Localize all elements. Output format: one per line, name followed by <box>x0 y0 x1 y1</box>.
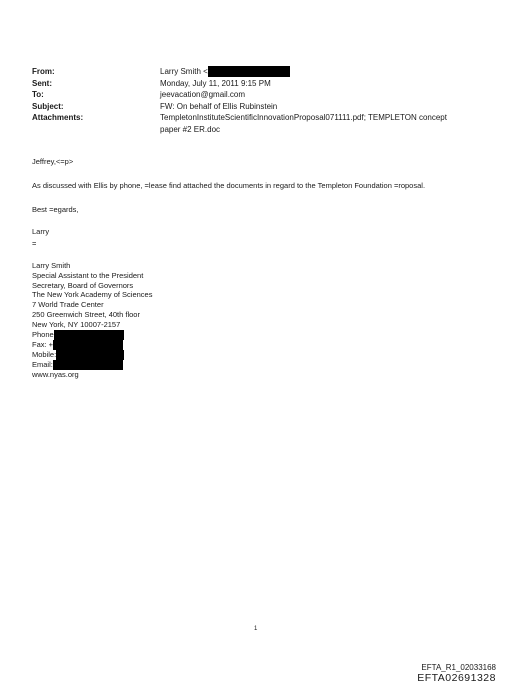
signature-block <box>32 261 152 379</box>
to-label: To: <box>32 90 44 99</box>
sig-title: Special Assistant to the President <box>32 270 144 280</box>
sig-email <box>32 360 152 370</box>
body-paragraph: As discussed with Ellis by phone, =lease find attached the documents in regard to the Templeton Foundation =roposal. <box>32 181 426 190</box>
phone-label: Phone <box>32 329 54 339</box>
sig-fax <box>32 340 152 350</box>
email-label: Email: <box>32 359 53 369</box>
attachment-line-1[interactable]: TempletonInstituteScientificInnovationProposal071111.pdf; TEMPLETON concept <box>160 113 447 122</box>
attachment-line-2[interactable]: paper #2 ER.doc <box>160 124 221 134</box>
sig-org: The New York Academy of Sciences <box>32 290 153 300</box>
subject-value: FW: On behalf of Ellis Rubinstein <box>160 101 278 111</box>
from-text: Larry Smith < <box>160 67 208 76</box>
redaction-box <box>56 350 124 360</box>
sig-phone <box>32 330 152 340</box>
sig-building: 7 World Trade Center <box>32 300 104 310</box>
sent-row <box>32 78 472 90</box>
to-row <box>32 89 472 101</box>
redaction-box <box>53 340 123 350</box>
redaction-box <box>53 360 123 370</box>
attachments-label: Attachments: <box>32 113 84 122</box>
subject-row <box>32 101 472 113</box>
sender-name: Larry <box>32 227 50 236</box>
email-header <box>32 66 472 135</box>
sig-city: New York, NY 10007-2157 <box>32 319 121 329</box>
fax-label: Fax: + <box>32 339 54 349</box>
sig-website[interactable]: www.nyas.org <box>32 369 79 379</box>
closing: Best =egards, <box>32 205 79 214</box>
sig-role: Secretary, Board of Governors <box>32 280 134 290</box>
sent-value: Monday, July 11, 2011 9:15 PM <box>160 78 271 88</box>
subject-label: Subject: <box>32 101 64 111</box>
sig-name: Larry Smith <box>32 261 71 270</box>
mobile-label: Mobile: <box>32 349 57 359</box>
sig-mobile <box>32 350 152 360</box>
redaction-box <box>208 66 290 77</box>
bates-number-1: EFTA_R1_02033168 <box>421 663 496 672</box>
from-label: From: <box>32 67 55 76</box>
page-number: 1 <box>254 626 258 632</box>
sent-label: Sent: <box>32 78 52 88</box>
from-row <box>32 66 472 78</box>
attachments-value <box>160 112 472 135</box>
greeting: Jeffrey,<=p> <box>32 157 74 166</box>
attachments-row <box>32 112 472 135</box>
bates-number-2: EFTA02691328 <box>417 672 496 684</box>
equals-line: = <box>32 239 37 248</box>
from-value <box>160 66 472 78</box>
to-value: jeevacation@gmail.com <box>160 90 246 99</box>
sig-street: 250 Greenwich Street, 40th floor <box>32 309 140 319</box>
redaction-box <box>54 330 124 340</box>
